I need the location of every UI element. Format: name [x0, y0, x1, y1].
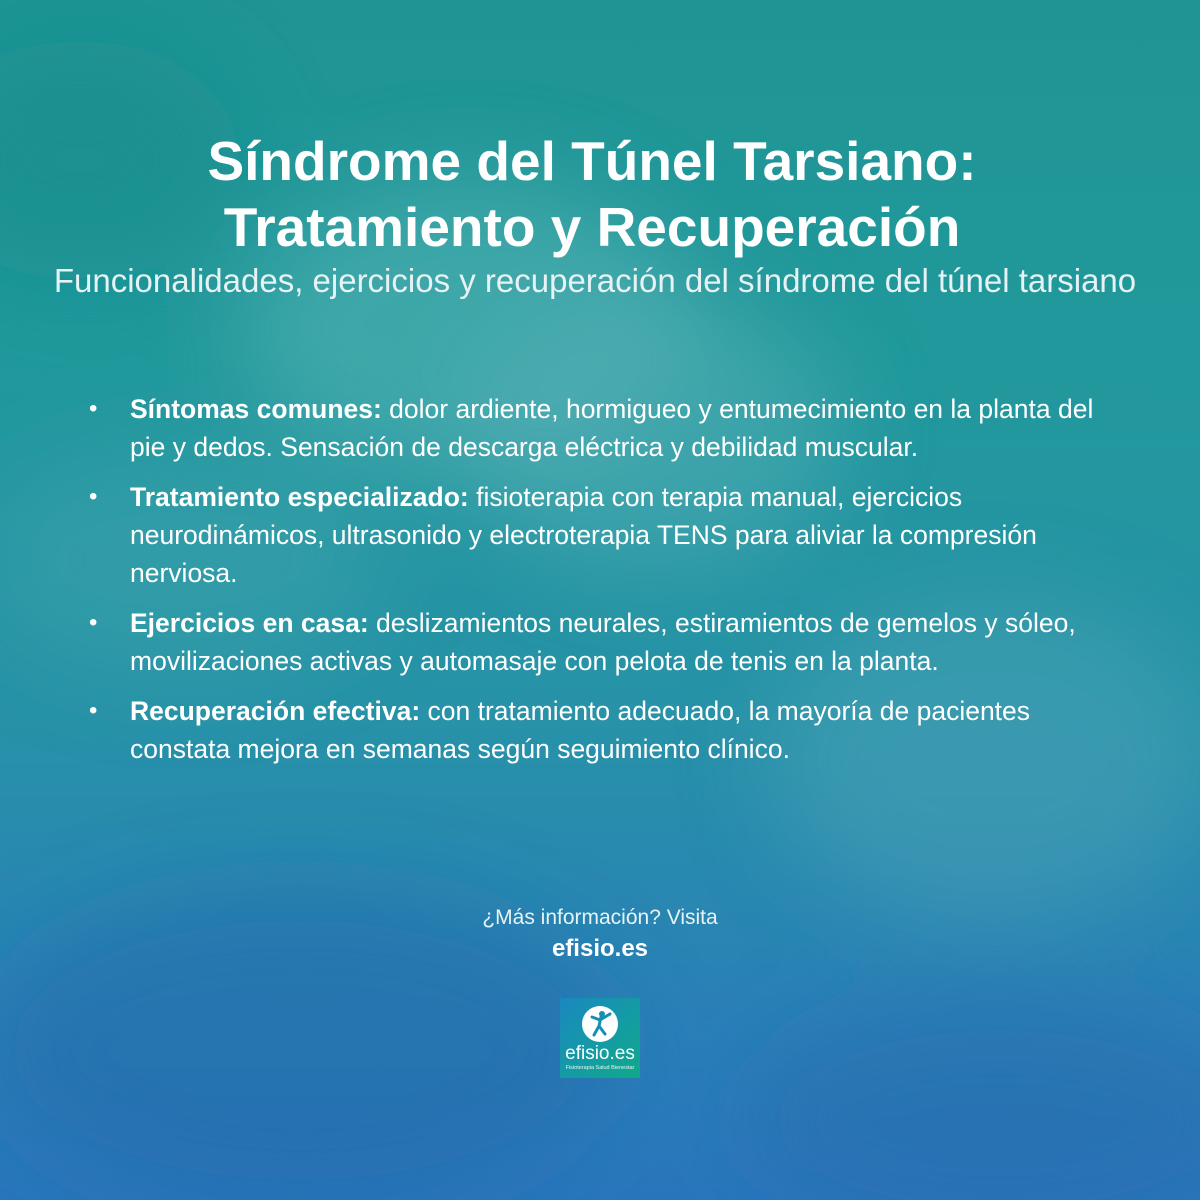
- bullet-icon: •: [89, 395, 98, 422]
- bullet-icon: •: [89, 697, 98, 724]
- website-link[interactable]: efisio.es: [551, 935, 649, 962]
- bullet-label: Tratamiento especializado:: [130, 482, 469, 512]
- bullet-label: Ejercicios en casa:: [130, 608, 369, 638]
- title-line-1: Síndrome del Túnel Tarsiano:: [207, 130, 977, 192]
- bullet-label: Síntomas comunes:: [130, 394, 382, 424]
- stretching-figure-icon: [580, 1004, 620, 1044]
- bullet-item-home-exercises: [80, 604, 1120, 680]
- bullet-text: deslizamientos neurales, estiramientos de gemelos y sóleo, movilizaciones activas y automasaje con pelota de tenis en la planta.: [130, 608, 1076, 676]
- bullet-label: Recuperación efectiva:: [130, 696, 421, 726]
- bullet-text: fisioterapia con terapia manual, ejercicios neurodinámicos, ultrasonido y electroterapia TENS para aliviar la compresión nerviosa.: [130, 482, 1037, 588]
- subtitle: Funcionalidades, ejercicios y recuperación del síndrome del túnel tarsiano: [53, 262, 1137, 299]
- call-to-action: [0, 904, 1200, 966]
- bullet-list: [80, 390, 1120, 780]
- bullet-text: dolor ardiente, hormigueo y entumecimiento en la planta del pie y dedos. Sensación de descarga eléctrica y debilidad muscular.: [130, 394, 1094, 462]
- efisio-logo: [560, 998, 640, 1078]
- bullet-item-symptoms: [80, 390, 1120, 466]
- cta-text: ¿Más información? Visita: [482, 906, 718, 929]
- bullet-item-recovery: [80, 692, 1120, 768]
- bullet-text: con tratamiento adecuado, la mayoría de pacientes constata mejora en semanas según seguimiento clínico.: [130, 696, 1031, 764]
- bullet-item-treatment: [80, 478, 1120, 592]
- title-line-2: Tratamiento y Recuperación: [223, 196, 961, 258]
- logo-tagline: Fisioterapia Salud Bienestar: [565, 1065, 635, 1071]
- logo-name: efisio.es: [565, 1043, 635, 1064]
- page-title: [40, 128, 1144, 260]
- bullet-icon: •: [89, 483, 98, 510]
- bullet-icon: •: [89, 609, 98, 636]
